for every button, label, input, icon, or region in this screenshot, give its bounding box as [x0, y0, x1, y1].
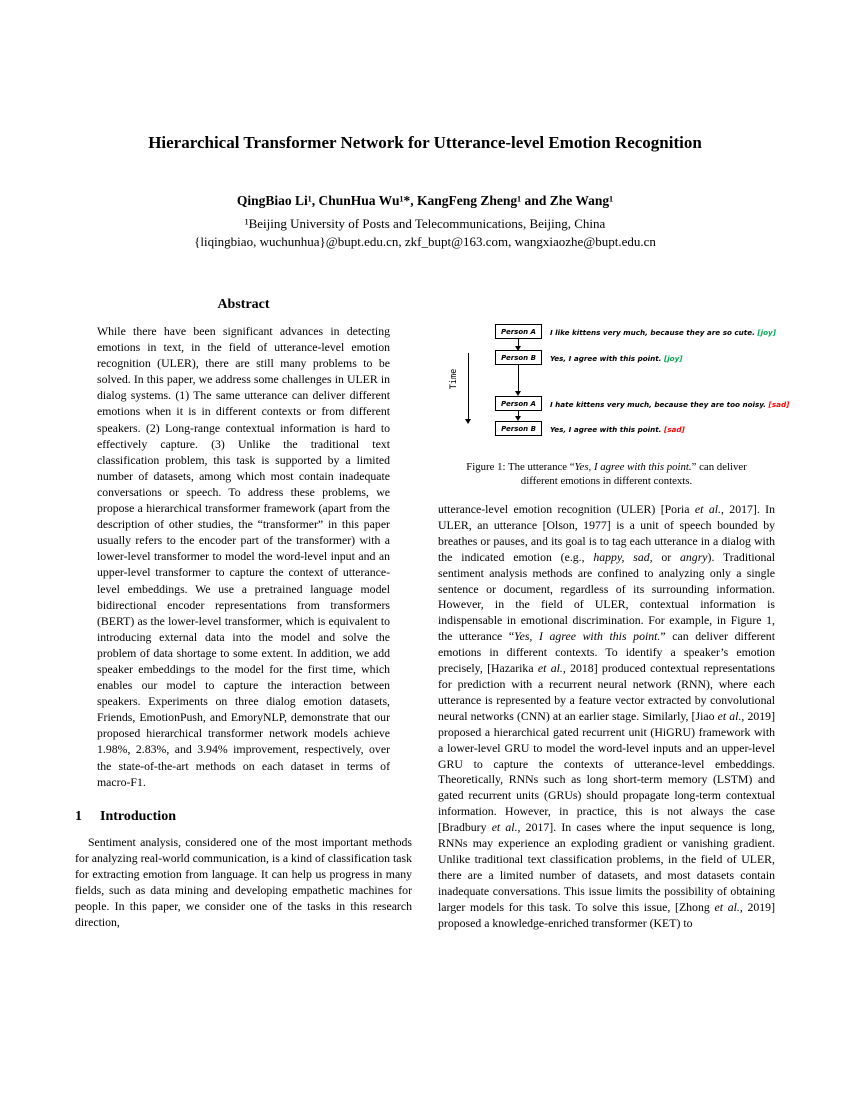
utterance-row [550, 400, 789, 409]
utterance-text: I hate kittens very much, because they are too noisy. [550, 400, 767, 409]
utterance-row [550, 425, 685, 434]
figure-caption: Figure 1: The utterance “Yes, I agree with this point.” can deliver different emotions in different contexts. [466, 461, 747, 487]
time-axis-arrowhead-icon [465, 419, 471, 424]
authors-line: QingBiao Li¹, ChunHua Wu¹*, KangFeng Zheng¹ and Zhe Wang¹ [236, 193, 614, 208]
section-heading-introduction [75, 809, 412, 825]
time-axis-label: Time [449, 368, 459, 390]
arrow-down-icon [518, 339, 519, 346]
emotion-tag: [sad] [663, 425, 685, 434]
abstract-body: While there have been significant advances in detecting emotions in text, in the field of utterance-level emotion recognition (ULER), there are still many problems to be solved. In this paper, we address some challenges in ULER in dialog systems. (1) The same utterance can deliver different emotions when it is in different contexts or from different speakers. (2) Long-range contextual information is hard to effectively capture. (3) Unlike the traditional text classification problem, this task is supported by a limited number of datasets, among which most contain inadequate conversations or speech. To address these problems, we propose a hierarchical transformer framework (apart from the description of other studies, the “transformer” in this paper usually refers to the encoder part of the transformer) with a lower-level transformer to model the word-level input and an upper-level transformer to capture the context of utterance-level embeddings. We use a pretrained language model bidirectional encoder representations from transformers (BERT) as the lower-level transformer, which is equivalent to introducing external data into the model and solve the problem of data shortage to some extent. In addition, we add speaker embeddings to the model for the first time, which enables our model to capture the interaction between speakers. Experiments on three dialog emotion datasets, Friends, EmotionPush, and EmoryNLP, demonstrate that our proposed hierarchical transformer network models achieve 1.98%, 2.83%, and 3.94% improvement, respectively, over the state-of-the-art methods on each dataset in terms of macro-F1. [97, 324, 390, 789]
affiliation-line: ¹Beijing University of Posts and Telecommunications, Beijing, China [244, 216, 606, 231]
left-column [75, 297, 412, 930]
time-axis-arrow [468, 353, 469, 419]
section-title: Introduction [100, 808, 176, 824]
emotion-tag: [sad] [768, 400, 790, 409]
abstract-heading: Abstract [217, 297, 270, 312]
arrow-down-icon [518, 365, 519, 391]
emotion-tag: [joy] [757, 328, 777, 337]
introduction-paragraph: Sentiment analysis, considered one of the most important methods for analyzing real-world communication, is a kind of classification task for extracting emotion from language. It can help us progress in many fields, such as data mining and developing empathetic machines for people. In this paper, we consider one of the tasks in this research direction, [75, 834, 412, 929]
utterance-row [550, 354, 683, 363]
speaker-box: Person B [495, 421, 542, 436]
right-column-text: utterance-level emotion recognition (ULER) [Poria et al., 2017]. In ULER, an utterance [Olson, 1977] is a unit of speech bounded by breathes or pauses, and its goal is to tag each utterance in a dialog with the indicated emotion (e.g., happy, sad, or angry). Traditional sentiment analysis methods are confined to analyzing only a single sentence or document, regardless of its surrounding information. However, in the field of ULER, contextual information is indispensable in emotional discrimination. For example, in Figure 1, the utterance “Yes, I agree with this point.” can deliver different emotions in different contexts. To identify a speaker’s emotion precisely, [Hazarika et al., 2018] produced contextual representations for prediction with a recurrent neural network (RNN), where each utterance is represented by a feature vector extracted by convolutional neural networks (CNN) at an earlier stage. Similarly, [Jiao et al., 2019] proposed a hierarchical gated recurrent unit (HiGRU) framework with a lower-level GRU to model the word-level inputs and an upper-level GRU to capture the contexts of utterance-level embeddings. Theoretically, RNNs such as long short-term memory (LSTM) and gated recurrent units (GRUs) should propagate long-term contextual information. However, in practice, this is not always the case [Bradbury et al., 2017]. In cases where the input sequence is long, RNNs may experience an exploding gradient or vanishing gradient. Unlike traditional text classification problems, in the field of ULER, there are a limited number of datasets, and most datasets contain inadequate conversations. This issue limits the possibility of obtaining larger models for this task. To solve this issue, [Zhong et al., 2019] proposed a knowledge-enriched transformer (KET) to [438, 502, 776, 930]
emotion-tag: [joy] [663, 354, 683, 363]
utterance-text: Yes, I agree with this point. [550, 354, 662, 363]
paper-title: Hierarchical Transformer Network for Utterance-level Emotion Recognition [148, 133, 702, 152]
speaker-box: Person A [495, 396, 542, 411]
speaker-box: Person A [495, 324, 542, 339]
utterance-text: I like kittens very much, because they are so cute. [550, 328, 755, 337]
section-number: 1 [75, 808, 82, 824]
utterance-text: Yes, I agree with this point. [550, 425, 662, 434]
emails-line: {liqingbiao, wuchunhua}@bupt.edu.cn, zkf_bupt@163.com, wangxiaozhe@bupt.edu.cn [194, 234, 656, 249]
utterance-row [550, 328, 776, 337]
speaker-box: Person B [495, 350, 542, 365]
figure-1-diagram [438, 315, 790, 455]
